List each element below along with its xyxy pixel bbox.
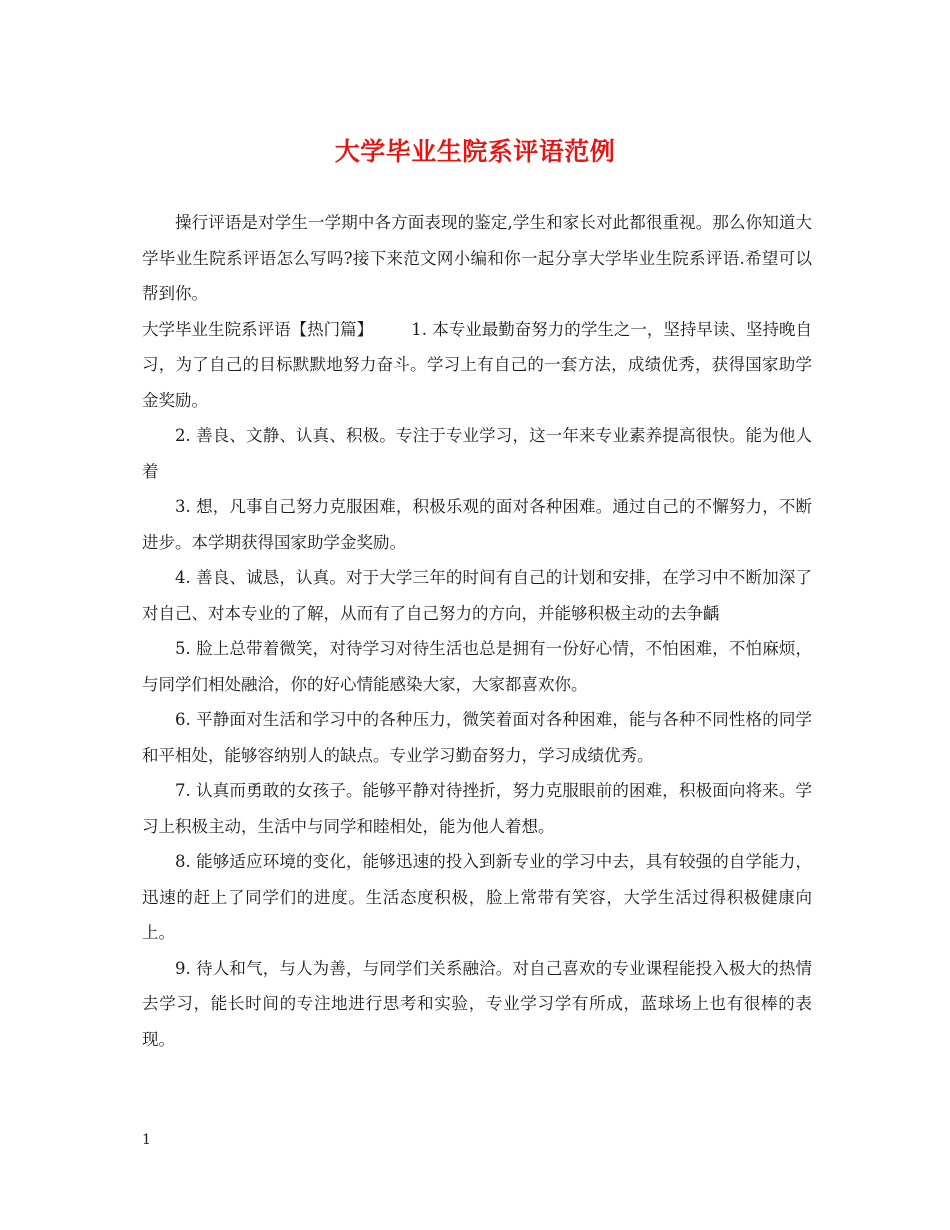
comment-item-4: 4. 善良、诚恳，认真。对于大学三年的时间有自己的计划和安排，在学习中不断加深了对自己、对本专业的了解，从而有了自己努力的方向，并能够积极主动的去争齲 [142,568,812,623]
comment-item-5: 5. 脸上总带着微笑，对待学习对待生活也总是拥有一份好心情，不怕困难，不怕麻烦，与同学们相处融洽，你的好心情能感染大家，大家都喜欢你。 [142,639,812,694]
comment-item-7: 7. 认真而勇敢的女孩子。能够平静对待挫折，努力克服眼前的困难，积极面向将来。学习上积极主动，生活中与同学和睦相处，能为他人着想。 [142,781,812,836]
section-paragraph [142,312,812,419]
comment-item-9: 9. 待人和气，与人为善，与同学们关系融洽。对自己喜欢的专业课程能投入极大的热情去学习，能长时间的专注地进行思考和实验，专业学习学有所成，蓝球场上也有很棒的表现。 [142,958,812,1049]
comment-item-3: 3. 想，凡事自己努力克服困难，积极乐观的面对各种困难。通过自己的不懈努力，不断进步。本学期获得国家助学金奖励。 [142,497,812,552]
page-number: 1 [142,1132,151,1148]
section-heading: 大学毕业生院系评语【热门篇】 [142,319,374,339]
comment-item-2: 2. 善良、文静、认真、积极。专注于专业学习，这一年来专业素养提高很快。能为他人着 [142,426,812,481]
comment-item-6: 6. 平静面对生活和学习中的各种压力，微笑着面对各种困难，能与各种不同性格的同学和平相处，能够容纳别人的缺点。专业学习勤奋努力，学习成绩优秀。 [142,710,812,765]
comment-item-8: 8. 能够适应环境的变化，能够迅速的投入到新专业的学习中去，具有较强的自学能力，迅速的赶上了同学们的进度。生活态度积极，脸上常带有笑容，大学生活过得积极健康向上。 [142,852,812,942]
document-body [142,205,812,1057]
comment-item-1: 1. 本专业最勤奋努力的学生之一，坚持早读、坚持晚自习，为了自己的目标默默地努力奋斗。学习上有自己的一套方法，成绩优秀，获得国家助学金奖励。 [142,319,813,410]
intro-paragraph: 操行评语是对学生一学期中各方面表现的鉴定,学生和家长对此都很重视。那么你知道大学毕业生院系评语怎么写吗?接下来范文网小编和你一起分享大学毕业生院系评语.希望可以帮到你。 [142,213,812,303]
document-title: 大学毕业生院系评语范例 [334,137,616,166]
